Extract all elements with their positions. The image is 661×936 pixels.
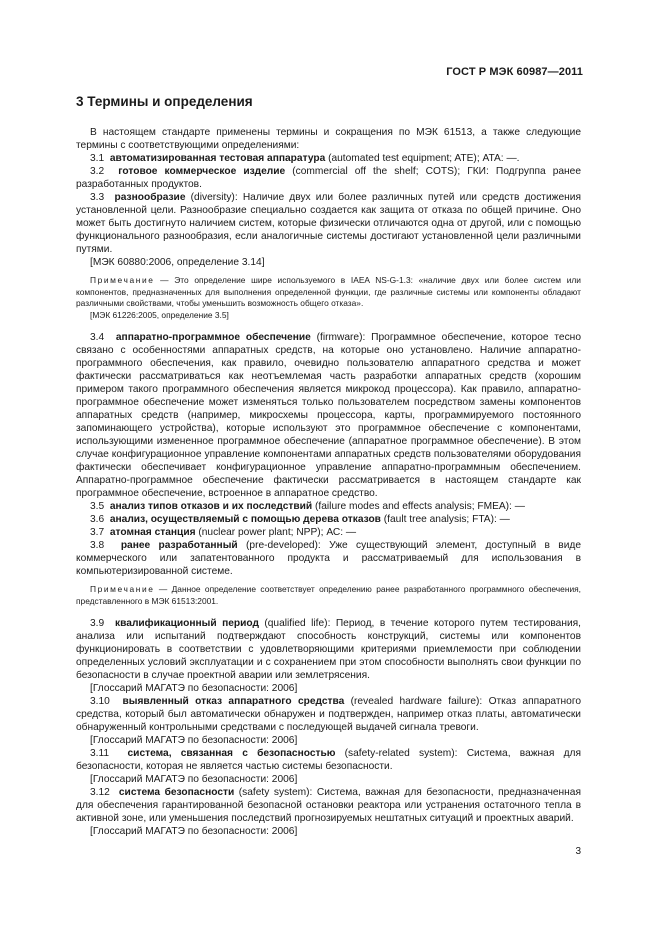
term-name: автоматизированная тестовая аппаратура [109, 153, 326, 164]
intro-paragraph: В настоящем стандарте применены термины и сокращения по МЭК 61513, а также следующие термины с соответствующими определениями: [76, 127, 581, 151]
term-name: разнообразие [114, 192, 186, 203]
term-name: ранее разработанный [120, 540, 238, 551]
term-3-11: 3.11 система, связанная с безопасностью (safety-related system): Система, важная для безопасности, которая не является частью системы безопасности. [76, 748, 581, 772]
note-lead: Примечание [90, 275, 155, 285]
document-standard-header: ГОСТ Р МЭК 60987—2011 [446, 66, 583, 78]
term-3-7: 3.7 атомная станция (nuclear power plant; NPP); АС: — [90, 527, 357, 538]
note-reference-3-3: [МЭК 61226:2005, определение 3.5] [90, 309, 229, 320]
term-3-8: 3.8 ранее разработанный (pre-developed): Уже существующий элемент, доступный в виде коммерческого или запатентованного продукта и рассматриваемый для использования в компьютеризированной системе. [76, 540, 581, 577]
reference-3-12: [Глоссарий МАГАТЭ по безопасности: 2006] [90, 826, 298, 837]
term-name: квалификационный период [115, 618, 259, 629]
term-3-4: 3.4 аппаратно-программное обеспечение (firmware): Программное обеспечение, которое тесно связано с особенностями аппаратных средств, на которые оно установлено. Наличие аппаратно-программного обеспечения, как правило, очевидно пользователю аппаратного средства и может фактически рассматриваться как неотъемлемая часть разработки аппаратных средств (хорошим примером такого программного обеспечения является микрокод процессора). Как правило, аппаратно-программное обеспечение может изменяться только пользователем посредством замены компонентов аппаратных средств (например, микросхемы процессора, карты, программируемого постоянного запоминающего устройства), которые используют это программное обеспечение с компонентами, использующими измененное программное обеспечение (аппаратное программное обеспечение). В этом случае конфигурационное управление компонентами аппаратных средств пользователями оборудования фактически обеспечивает конфигурационное управление аппаратно-программным обеспечением. Аппаратно-программное обеспечение фактически рассматривается в настоящем стандарте как программное обеспечение, встроенное в аппаратное средство. [76, 332, 581, 499]
term-name: готовое коммерческое изделие [118, 166, 286, 177]
term-name: анализ типов отказов и их последствий [109, 501, 313, 512]
term-name: анализ, осуществляемый с помощью дерева отказов [109, 514, 381, 525]
section-title: 3 Термины и определения [76, 94, 253, 109]
term-3-9: 3.9 квалификационный период (qualified life): Период, в течение которого путем тестирования, анализа или испытаний подтверждают способность конструкций, системы или компонентов функционировать в соответствии с удовлетворяющими критериями приемлемости при соблюдении определенных условий эксплуатации и с сохранением при этом способности выполнять свои функции по безопасности в случае проектной аварии или землетрясения. [76, 618, 581, 681]
note-3-8: Примечание — Данное определение соответствует определению ранее разработанного программного обеспечения, представленного в МЭК 61513:2001. [76, 584, 581, 606]
reference-3-3: [МЭК 60880:2006, определение 3.14] [90, 257, 265, 268]
term-3-5: 3.5 анализ типов отказов и их последствий (failure modes and effects analysis; FMEA): — [90, 501, 525, 512]
note-3-3: Примечание — Это определение шире используемого в IAEA NS-G-1.3: «наличие двух или более систем или компонентов, предназначенных для выполнения определенной функции, где различные системы или компоненты обладают различными свойствами, чтобы уменьшить возможность общего отказа». [76, 275, 581, 308]
term-name: выявленный отказ аппаратного средства [122, 696, 345, 707]
term-name: аппаратно-программное обеспечение [115, 332, 311, 343]
term-3-1: 3.1 автоматизированная тестовая аппаратура (automated test equipment; ATE); ATA: —. [90, 153, 520, 164]
term-3-12: 3.12 система безопасности (safety system): Система, важная для безопасности, предназначенная для обеспечения гарантированной безопасной остановки реактора или устранения остаточного тепла в активной зоне, или уменьшения последствий прогнозируемых нештатных ситуаций и проектных аварий. [76, 787, 581, 824]
term-3-10: 3.10 выявленный отказ аппаратного средства (revealed hardware failure): Отказ аппаратного средства, который был автоматически обнаружен и подтвержден, например отказ платы, автоматически обнаруженный контрольными средствами с последующей выдачей сигнала тревоги. [76, 696, 581, 733]
term-3-3: 3.3 разнообразие (diversity): Наличие двух или более различных путей или средств достижения установленной цели. Разнообразие специально создается как защита от отказа по общей причине. Оно может быть достигнуто наличием систем, которые физически отличаются одна от другой, или с помощью функционального разнообразия, если аналогичные системы достигают установленной цели различными путями. [76, 192, 581, 255]
page-number: 3 [575, 846, 581, 857]
reference-3-11: [Глоссарий МАГАТЭ по безопасности: 2006] [90, 774, 298, 785]
reference-3-10: [Глоссарий МАГАТЭ по безопасности: 2006] [90, 735, 298, 746]
term-name: система, связанная с безопасностью [127, 748, 336, 759]
note-lead: Примечание [90, 584, 155, 594]
document-body [76, 126, 581, 838]
reference-3-9: [Глоссарий МАГАТЭ по безопасности: 2006] [90, 683, 298, 694]
term-3-6: 3.6 анализ, осуществляемый с помощью дерева отказов (fault tree analysis; FTA): — [90, 514, 510, 525]
term-3-2: 3.2 готовое коммерческое изделие (commercial off the shelf; COTS); ГКИ: Подгруппа ранее разработанных продуктов. [76, 166, 581, 190]
term-name: система безопасности [118, 787, 235, 798]
term-name: атомная станция [109, 527, 196, 538]
